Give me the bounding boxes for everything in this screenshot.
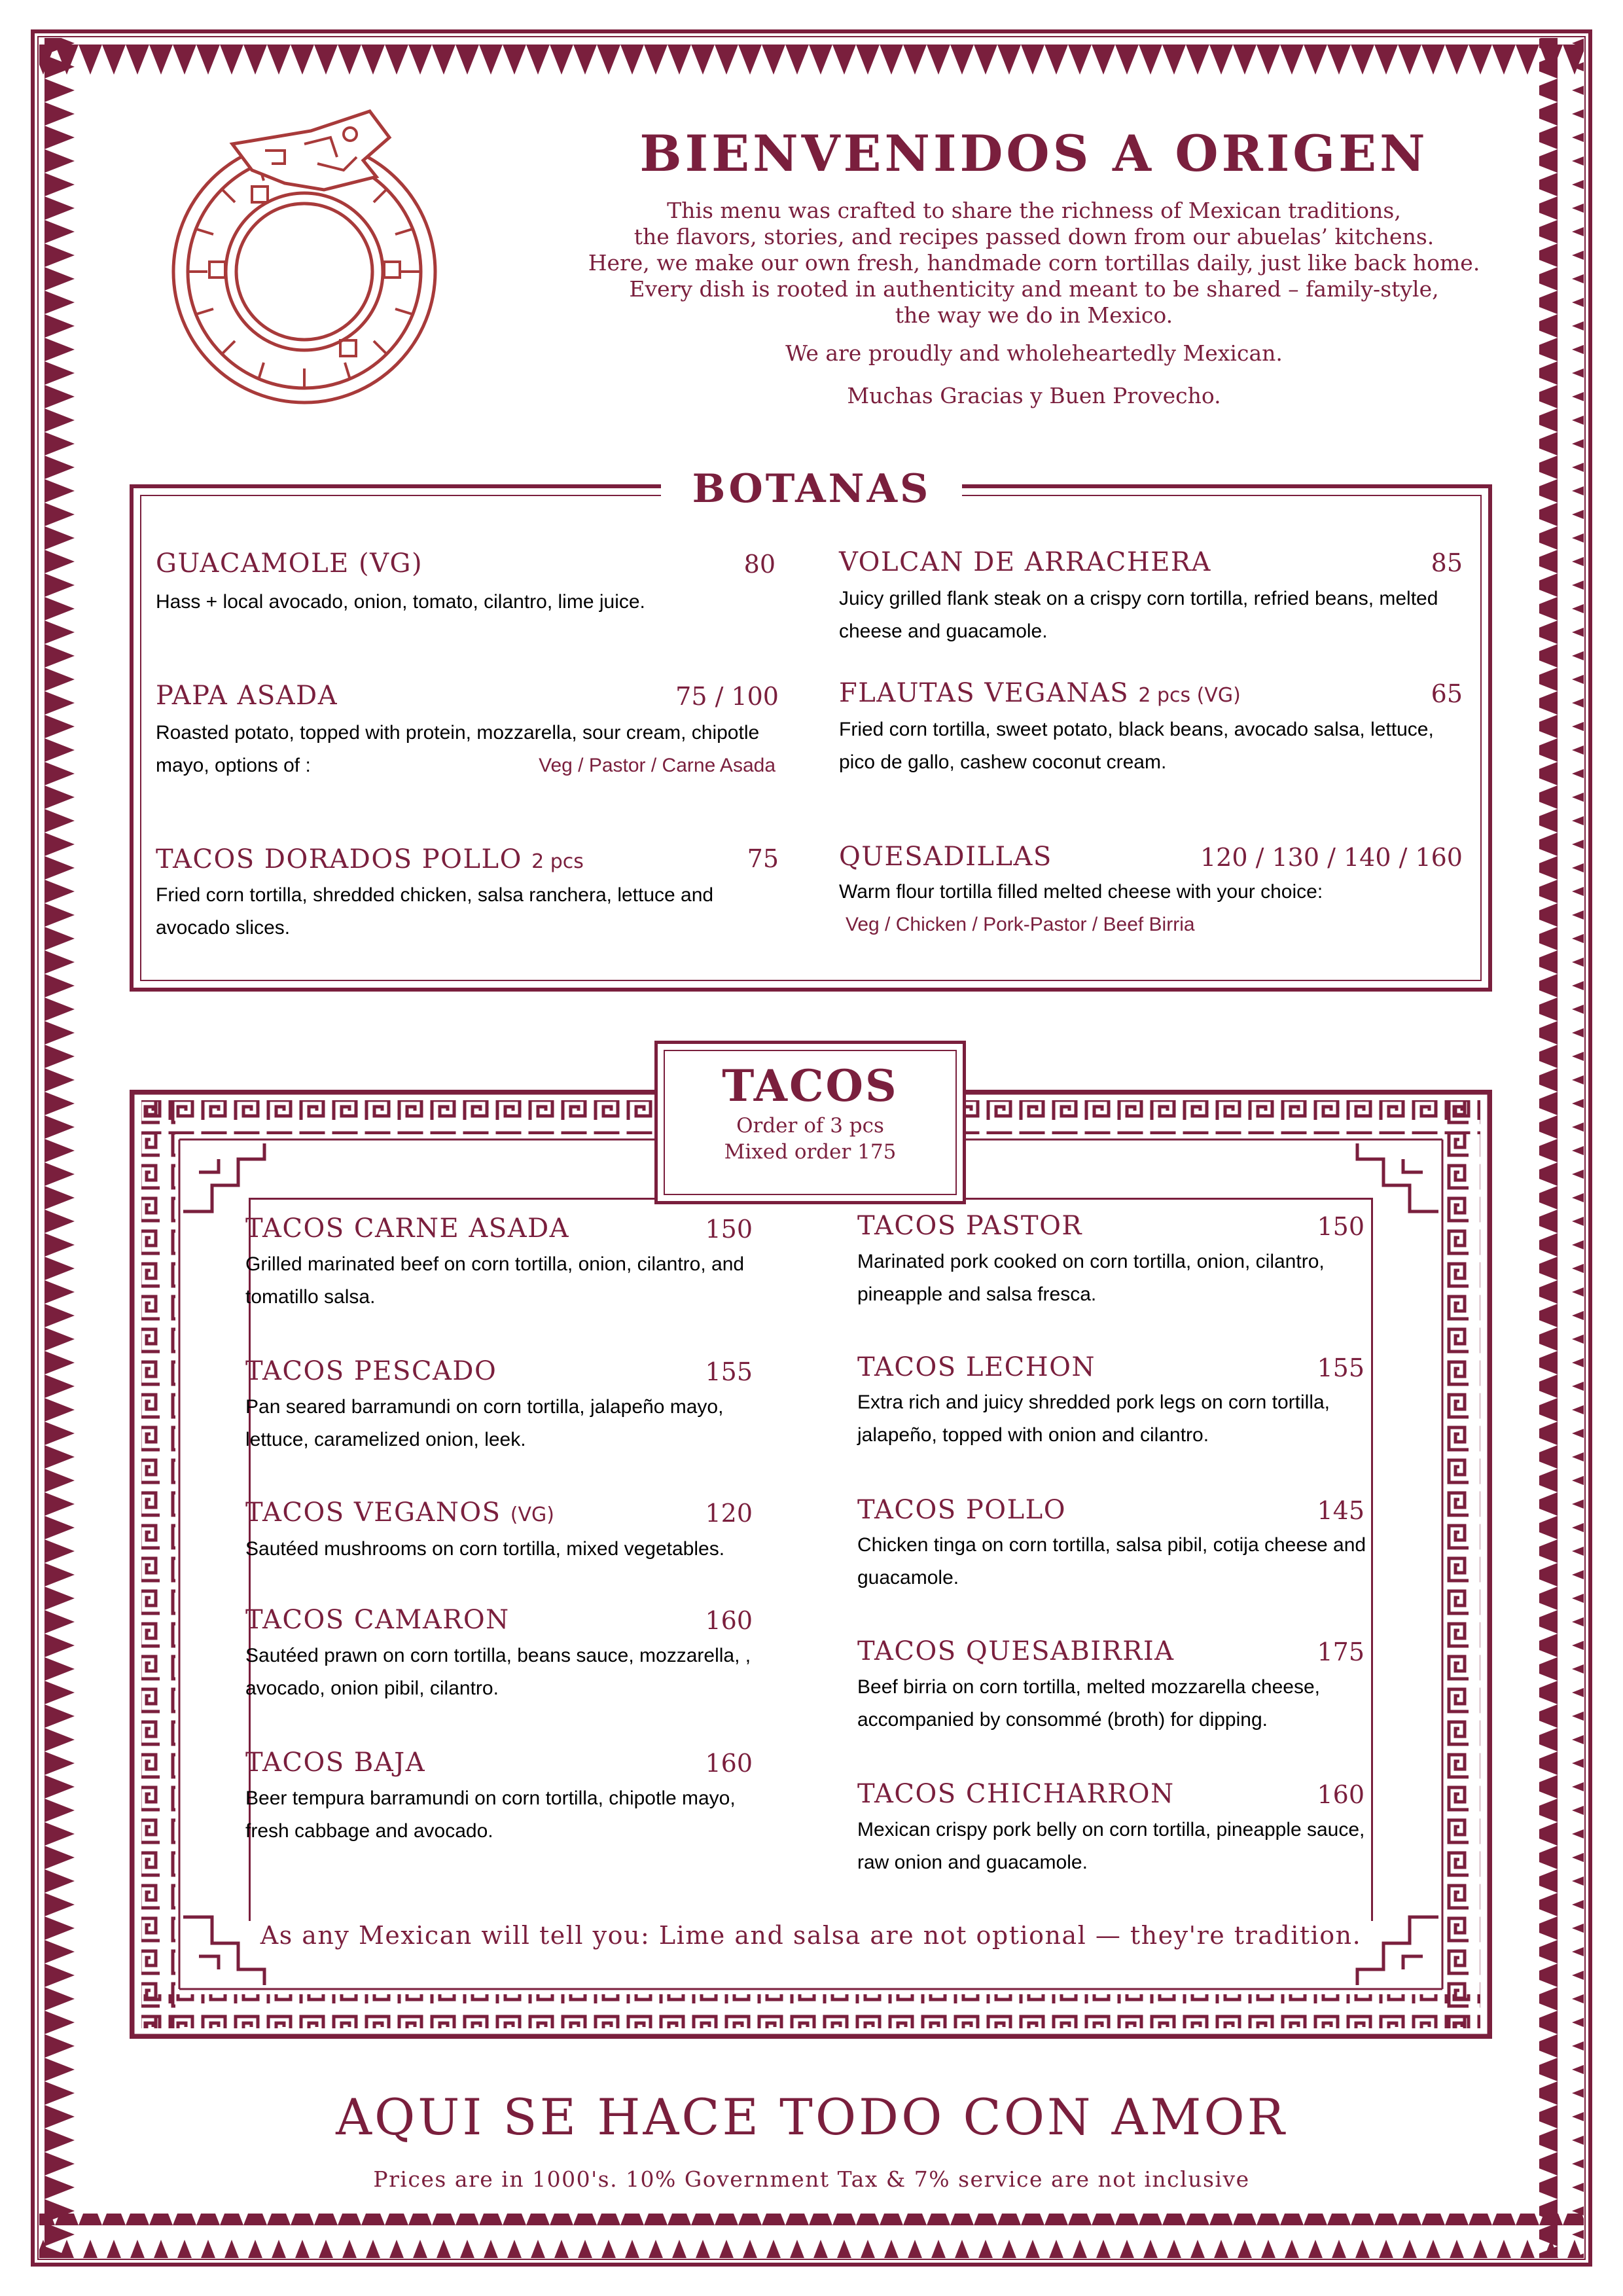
menu-item-price: 75 / 100	[675, 682, 779, 711]
menu-item-tag: 2 pcs (VG)	[1138, 684, 1241, 707]
footer-title: AQUI SE HACE TODO CON AMOR	[336, 2088, 1287, 2146]
menu-item-name: TACOS CHICHARRON	[857, 1779, 1175, 1809]
proud-line: We are proudly and wholeheartedly Mexican.	[785, 340, 1283, 366]
menu-item-desc: Sautéed mushrooms on corn tortilla, mixed vegetables.	[245, 1538, 725, 1560]
intro-line: Here, we make our own fresh, handmade corn tortillas daily, just like back home.	[588, 250, 1480, 276]
footer-note: Prices are in 1000's. 10% Government Tax & 7% service are not inclusive	[373, 2166, 1250, 2192]
menu-item-price: 175	[1317, 1638, 1364, 1666]
menu-item-price: 80	[743, 550, 776, 579]
menu-item-options: Veg / Chicken / Pork-Pastor / Beef Birria	[846, 914, 1195, 935]
menu-item-name	[245, 1498, 554, 1528]
tacos-subtitle	[654, 1113, 966, 1165]
menu-item-desc: Sautéed prawn on corn tortilla, beans sauce, mozzarella, , avocado, onion pibil, cilantro.	[245, 1645, 751, 1699]
menu-item-name: VOLCAN DE ARRACHERA	[839, 547, 1211, 577]
menu-item-price: 65	[1431, 679, 1463, 708]
menu-item-price: 160	[1317, 1780, 1364, 1809]
menu-item-name: PAPA ASADA	[156, 681, 338, 711]
menu-item-desc: Pan seared barramundi on corn tortilla, jalapeño mayo, lettuce, caramelized onion, leek.	[245, 1396, 724, 1450]
thanks-line: Muchas Gracias y Buen Provecho.	[847, 383, 1221, 408]
intro-line: This menu was crafted to share the richness of Mexican traditions,	[667, 198, 1401, 223]
menu-item-title: FLAUTAS VEGANAS	[839, 678, 1130, 708]
menu-item-name: GUACAMOLE (VG)	[156, 548, 423, 579]
menu-item-name: TACOS CAMARON	[245, 1605, 510, 1635]
menu-item-desc: Warm flour tortilla filled melted cheese with your choice:	[839, 881, 1323, 903]
menu-item-desc: Fried corn tortilla, shredded chicken, salsa ranchera, lettuce and avocado slices.	[156, 884, 714, 939]
menu-item-name: TACOS QUESABIRRIA	[857, 1636, 1175, 1666]
menu-item-desc: Beer tempura barramundi on corn tortilla, chipotle mayo, fresh cabbage and avocado.	[245, 1787, 736, 1842]
intro-paragraph	[458, 198, 1610, 329]
menu-item-desc: Juicy grilled flank steak on a crispy corn tortilla, refried beans, melted cheese and guacamole.	[839, 588, 1438, 642]
menu-item-desc: Chicken tinga on corn tortilla, salsa pibil, cotija cheese and guacamole.	[857, 1534, 1366, 1588]
menu-item-options: Veg / Pastor / Carne Asada	[539, 755, 776, 776]
menu-item-price: 75	[747, 844, 779, 873]
serpent-ring-logo-icon	[154, 98, 468, 412]
menu-item-tag: 2 pcs	[531, 850, 584, 873]
page-title: BIENVENIDOS A ORIGEN	[639, 124, 1429, 183]
menu-item-price: 120	[705, 1499, 753, 1528]
menu-item-desc: Extra rich and juicy shredded pork legs on corn tortilla, jalapeño, topped with onion and cilantro.	[857, 1391, 1330, 1446]
intro-line: Every dish is rooted in authenticity and meant to be shared – family-style,	[629, 276, 1439, 302]
menu-item-price: 155	[1317, 1354, 1364, 1382]
botanas-title: BOTANAS	[661, 466, 962, 512]
menu-item-title: TACOS DORADOS POLLO	[156, 844, 522, 874]
menu-item-name: TACOS PESCADO	[245, 1356, 497, 1386]
tacos-subtitle-line: Mixed order 175	[724, 1140, 897, 1164]
menu-item-name: TACOS CARNE ASADA	[245, 1213, 570, 1244]
menu-item-name	[156, 844, 584, 874]
menu-item-price: 150	[1317, 1212, 1364, 1241]
menu-item-price: 160	[705, 1749, 753, 1778]
tacos-subtitle-line: Order of 3 pcs	[736, 1114, 884, 1138]
menu-item-price: 155	[705, 1357, 753, 1386]
menu-item-name: TACOS BAJA	[245, 1748, 426, 1778]
menu-item-desc: Roasted potato, topped with protein, mozzarella, sour cream, chipotle mayo, options of :	[156, 722, 760, 776]
menu-item-name	[839, 678, 1241, 708]
menu-item-price: 160	[705, 1606, 753, 1635]
menu-item-desc: Beef birria on corn tortilla, melted mozzarella cheese, accompanied by consommé (broth) for dipping.	[857, 1676, 1320, 1731]
menu-item-name: QUESADILLAS	[839, 842, 1052, 872]
menu-item-price: 120 / 130 / 140 / 160	[1200, 843, 1463, 872]
menu-item-desc: Marinated pork cooked on corn tortilla, onion, cilantro, pineapple and salsa fresca.	[857, 1251, 1325, 1305]
intro-line: the way we do in Mexico.	[895, 302, 1173, 328]
menu-item-name: TACOS LECHON	[857, 1352, 1096, 1382]
menu-item-desc: Mexican crispy pork belly on corn tortilla, pineapple sauce, raw onion and guacamole.	[857, 1819, 1365, 1873]
menu-item-name: TACOS PASTOR	[857, 1211, 1083, 1241]
menu-item-price: 150	[705, 1215, 753, 1244]
menu-item-price: 85	[1431, 548, 1463, 577]
tacos-title: TACOS	[722, 1060, 899, 1111]
intro-line: the flavors, stories, and recipes passed down from our abuelas’ kitchens.	[633, 224, 1435, 249]
menu-item-price: 145	[1317, 1496, 1364, 1525]
menu-item-title: TACOS VEGANOS	[245, 1498, 501, 1528]
menu-item-desc: Grilled marinated beef on corn tortilla, onion, cilantro, and tomatillo salsa.	[245, 1253, 745, 1308]
menu-item-name: TACOS POLLO	[857, 1495, 1067, 1525]
menu-item-desc: Hass + local avocado, onion, tomato, cilantro, lime juice.	[156, 591, 645, 613]
menu-item-desc: Fried corn tortilla, sweet potato, black beans, avocado salsa, lettuce, pico de gallo, cashew coconut cream.	[839, 719, 1434, 773]
tradition-note: As any Mexican will tell you: Lime and salsa are not optional — they're tradition.	[249, 1921, 1373, 1950]
menu-item-tag: (VG)	[510, 1503, 554, 1526]
